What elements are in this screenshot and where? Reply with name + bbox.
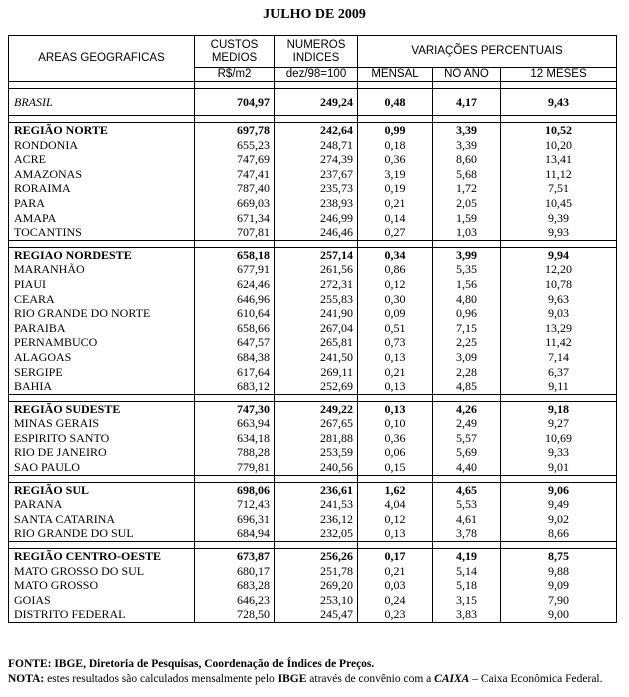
custo-cell: 704,97 (195, 89, 275, 116)
custo-cell: 634,18 (195, 431, 275, 446)
page-title: JULHO DE 2009 (263, 7, 366, 22)
state-row (9, 167, 617, 182)
meses12-cell: 9,33 (501, 445, 617, 460)
custo-cell: 617,64 (195, 365, 275, 380)
custo-cell: 663,94 (195, 416, 275, 431)
ano-cell: 4,26 (433, 401, 501, 416)
area-name: SERGIPE (9, 365, 195, 380)
state-row (9, 335, 617, 350)
spacer-row (9, 82, 617, 89)
area-name: REGIÃO NORTE (9, 123, 195, 138)
area-name: PARAIBA (9, 321, 195, 336)
custo-cell: 697,78 (195, 123, 275, 138)
mensal-cell: 0,13 (358, 526, 433, 541)
area-name: MATO GROSSO DO SUL (9, 564, 195, 579)
indice-cell: 249,24 (275, 89, 358, 116)
area-name: TOCANTINS (9, 225, 195, 240)
ano-cell: 2,25 (433, 335, 501, 350)
custo-cell: 680,17 (195, 564, 275, 579)
meses12-cell: 9,09 (501, 578, 617, 593)
state-row (9, 445, 617, 460)
area-name: MARANHÃO (9, 262, 195, 277)
state-row (9, 607, 617, 622)
state-row (9, 262, 617, 277)
ano-cell: 4,80 (433, 292, 501, 307)
meses12-cell: 10,69 (501, 431, 617, 446)
ano-cell: 4,19 (433, 549, 501, 564)
meses12-cell: 7,51 (501, 181, 617, 196)
methodology-note: NOTA: estes resultados são calculados mensalmente pelo IBGE através de convênio com a CAIXA – Caixa Econômica Federal. (8, 673, 603, 685)
custo-cell: 658,66 (195, 321, 275, 336)
meses12-cell: 10,78 (501, 277, 617, 292)
ano-cell: 0,96 (433, 306, 501, 321)
indice-cell: 265,81 (275, 335, 358, 350)
state-row (9, 460, 617, 475)
indice-cell: 261,56 (275, 262, 358, 277)
custo-cell: 788,28 (195, 445, 275, 460)
area-name: RONDONIA (9, 138, 195, 153)
state-row (9, 321, 617, 336)
state-row (9, 350, 617, 365)
indice-cell: 251,78 (275, 564, 358, 579)
ano-cell: 4,85 (433, 379, 501, 394)
meses12-cell: 9,01 (501, 460, 617, 475)
indice-cell: 272,31 (275, 277, 358, 292)
ano-cell: 1,03 (433, 225, 501, 240)
area-name: PARA (9, 196, 195, 211)
state-row (9, 526, 617, 541)
mensal-cell: 0,23 (358, 607, 433, 622)
custo-cell: 658,18 (195, 247, 275, 262)
header-numeros: NUMEROS INDICES (275, 36, 358, 68)
custo-cell: 673,87 (195, 549, 275, 564)
mensal-cell: 0,27 (358, 225, 433, 240)
spacer-row (9, 394, 617, 401)
meses12-cell: 13,29 (501, 321, 617, 336)
meses12-cell: 9,00 (501, 607, 617, 622)
mensal-cell: 0,13 (358, 401, 433, 416)
indice-cell: 255,83 (275, 292, 358, 307)
area-name: BRASIL (9, 89, 195, 116)
mensal-cell: 0,21 (358, 365, 433, 380)
mensal-cell: 0,36 (358, 431, 433, 446)
header-areas: AREAS GEOGRAFICAS (9, 36, 195, 82)
meses12-cell: 9,43 (501, 89, 617, 116)
meses12-cell: 8,66 (501, 526, 617, 541)
ano-cell: 3,09 (433, 350, 501, 365)
ano-cell: 5,35 (433, 262, 501, 277)
indice-cell: 241,53 (275, 497, 358, 512)
state-row (9, 497, 617, 512)
mensal-cell: 0,86 (358, 262, 433, 277)
header-mensal: MENSAL (358, 68, 433, 82)
custo-cell: 747,30 (195, 401, 275, 416)
custo-cell: 610,64 (195, 306, 275, 321)
source-note: FONTE: IBGE, Diretoria de Pesquisas, Coordenação de Índices de Preços. (8, 658, 375, 670)
state-row (9, 365, 617, 380)
brasil-row (9, 89, 617, 116)
area-name: AMAZONAS (9, 167, 195, 182)
custo-cell: 677,91 (195, 262, 275, 277)
indice-cell: 269,20 (275, 578, 358, 593)
indice-cell: 248,71 (275, 138, 358, 153)
meses12-cell: 6,37 (501, 365, 617, 380)
mensal-cell: 0,21 (358, 564, 433, 579)
cost-table (8, 35, 617, 623)
ano-cell: 5,14 (433, 564, 501, 579)
spacer-row (9, 475, 617, 482)
ano-cell: 4,65 (433, 482, 501, 497)
ano-cell: 4,61 (433, 512, 501, 527)
indice-cell: 241,90 (275, 306, 358, 321)
state-row (9, 138, 617, 153)
state-row (9, 431, 617, 446)
mensal-cell: 0,13 (358, 350, 433, 365)
mensal-cell: 0,19 (358, 181, 433, 196)
mensal-cell: 0,18 (358, 138, 433, 153)
area-name: DISTRITO FEDERAL (9, 607, 195, 622)
mensal-cell: 0,21 (358, 196, 433, 211)
indice-cell: 256,26 (275, 549, 358, 564)
custo-cell: 647,57 (195, 335, 275, 350)
area-name: ALAGOAS (9, 350, 195, 365)
mensal-cell: 0,51 (358, 321, 433, 336)
mensal-cell: 4,04 (358, 497, 433, 512)
mensal-cell: 0,12 (358, 277, 433, 292)
indice-cell: 235,73 (275, 181, 358, 196)
area-name: SAO PAULO (9, 460, 195, 475)
area-name: PARANA (9, 497, 195, 512)
indice-cell: 238,93 (275, 196, 358, 211)
spacer-row (9, 542, 617, 549)
ano-cell: 1,59 (433, 211, 501, 226)
mensal-cell: 0,14 (358, 211, 433, 226)
custo-cell: 787,40 (195, 181, 275, 196)
custo-cell: 696,31 (195, 512, 275, 527)
meses12-cell: 9,06 (501, 482, 617, 497)
indice-cell: 246,99 (275, 211, 358, 226)
area-name: REGIÃO CENTRO-OESTE (9, 549, 195, 564)
mensal-cell: 0,06 (358, 445, 433, 460)
area-name: BAHIA (9, 379, 195, 394)
area-name: MATO GROSSO (9, 578, 195, 593)
mensal-cell: 1,62 (358, 482, 433, 497)
meses12-cell: 11,42 (501, 335, 617, 350)
custo-cell: 646,96 (195, 292, 275, 307)
header-unit-custos: R$/m2 (195, 68, 275, 82)
state-row (9, 152, 617, 167)
indice-cell: 253,59 (275, 445, 358, 460)
region-row (9, 123, 617, 138)
custo-cell: 646,23 (195, 593, 275, 608)
ano-cell: 3,83 (433, 607, 501, 622)
ano-cell: 5,53 (433, 497, 501, 512)
mensal-cell: 0,15 (358, 460, 433, 475)
indice-cell: 237,67 (275, 167, 358, 182)
area-name: RIO GRANDE DO NORTE (9, 306, 195, 321)
header-no-ano: NO ANO (433, 68, 501, 82)
indice-cell: 257,14 (275, 247, 358, 262)
meses12-cell: 9,49 (501, 497, 617, 512)
custo-cell: 684,94 (195, 526, 275, 541)
mensal-cell: 0,13 (358, 379, 433, 394)
ano-cell: 1,72 (433, 181, 501, 196)
indice-cell: 252,69 (275, 379, 358, 394)
area-name: CEARA (9, 292, 195, 307)
mensal-cell: 0,10 (358, 416, 433, 431)
area-name: PIAUI (9, 277, 195, 292)
meses12-cell: 8,75 (501, 549, 617, 564)
area-name: MINAS GERAIS (9, 416, 195, 431)
ano-cell: 5,57 (433, 431, 501, 446)
mensal-cell: 0,48 (358, 89, 433, 116)
mensal-cell: 0,30 (358, 292, 433, 307)
mensal-cell: 0,09 (358, 306, 433, 321)
state-row (9, 379, 617, 394)
meses12-cell: 13,41 (501, 152, 617, 167)
indice-cell: 232,05 (275, 526, 358, 541)
area-name: PERNAMBUCO (9, 335, 195, 350)
ano-cell: 5,69 (433, 445, 501, 460)
custo-cell: 671,34 (195, 211, 275, 226)
ano-cell: 3,39 (433, 138, 501, 153)
header-custos: CUSTOS MEDIOS (195, 36, 275, 68)
custo-cell: 684,38 (195, 350, 275, 365)
state-row (9, 211, 617, 226)
state-row (9, 306, 617, 321)
mensal-cell: 0,24 (358, 593, 433, 608)
indice-cell: 241,50 (275, 350, 358, 365)
indice-cell: 253,10 (275, 593, 358, 608)
meses12-cell: 10,52 (501, 123, 617, 138)
ano-cell: 1,56 (433, 277, 501, 292)
area-name: SANTA CATARINA (9, 512, 195, 527)
indice-cell: 240,56 (275, 460, 358, 475)
ano-cell: 5,18 (433, 578, 501, 593)
custo-cell: 747,41 (195, 167, 275, 182)
mensal-cell: 0,34 (358, 247, 433, 262)
ano-cell: 2,05 (433, 196, 501, 211)
mensal-cell: 0,12 (358, 512, 433, 527)
ano-cell: 4,17 (433, 89, 501, 116)
meses12-cell: 9,63 (501, 292, 617, 307)
meses12-cell: 9,88 (501, 564, 617, 579)
ano-cell: 2,49 (433, 416, 501, 431)
region-row (9, 549, 617, 564)
indice-cell: 236,61 (275, 482, 358, 497)
state-row (9, 578, 617, 593)
state-row (9, 196, 617, 211)
spacer-row (9, 116, 617, 123)
mensal-cell: 3,19 (358, 167, 433, 182)
state-row (9, 416, 617, 431)
meses12-cell: 9,02 (501, 512, 617, 527)
indice-cell: 274,39 (275, 152, 358, 167)
meses12-cell: 9,94 (501, 247, 617, 262)
header-row (9, 36, 617, 68)
ano-cell: 3,78 (433, 526, 501, 541)
indice-cell: 242,64 (275, 123, 358, 138)
ano-cell: 8,60 (433, 152, 501, 167)
area-name: REGIÃO SUL (9, 482, 195, 497)
header-12-meses: 12 MESES (501, 68, 617, 82)
ano-cell: 3,39 (433, 123, 501, 138)
custo-cell: 698,06 (195, 482, 275, 497)
state-row (9, 292, 617, 307)
meses12-cell: 9,39 (501, 211, 617, 226)
mensal-cell: 0,36 (358, 152, 433, 167)
meses12-cell: 9,18 (501, 401, 617, 416)
custo-cell: 707,81 (195, 225, 275, 240)
region-row (9, 401, 617, 416)
ano-cell: 5,68 (433, 167, 501, 182)
area-name: RIO DE JANEIRO (9, 445, 195, 460)
state-row (9, 277, 617, 292)
area-name: RIO GRANDE DO SUL (9, 526, 195, 541)
indice-cell: 267,65 (275, 416, 358, 431)
meses12-cell: 9,27 (501, 416, 617, 431)
meses12-cell: 9,11 (501, 379, 617, 394)
area-name: REGIAO NORDESTE (9, 247, 195, 262)
custo-cell: 747,69 (195, 152, 275, 167)
state-row (9, 181, 617, 196)
indice-cell: 249,22 (275, 401, 358, 416)
area-name: RORAIMA (9, 181, 195, 196)
custo-cell: 683,12 (195, 379, 275, 394)
meses12-cell: 9,03 (501, 306, 617, 321)
indice-cell: 281,88 (275, 431, 358, 446)
mensal-cell: 0,99 (358, 123, 433, 138)
indice-cell: 269,11 (275, 365, 358, 380)
meses12-cell: 10,20 (501, 138, 617, 153)
state-row (9, 512, 617, 527)
custo-cell: 728,50 (195, 607, 275, 622)
header-variacoes: VARIAÇÕES PERCENTUAIS (358, 36, 617, 68)
ano-cell: 7,15 (433, 321, 501, 336)
ano-cell: 4,40 (433, 460, 501, 475)
custo-cell: 624,46 (195, 277, 275, 292)
mensal-cell: 0,17 (358, 549, 433, 564)
ano-cell: 2,28 (433, 365, 501, 380)
custo-cell: 712,43 (195, 497, 275, 512)
region-row (9, 482, 617, 497)
indice-cell: 236,12 (275, 512, 358, 527)
ano-cell: 3,15 (433, 593, 501, 608)
meses12-cell: 11,12 (501, 167, 617, 182)
indice-cell: 245,47 (275, 607, 358, 622)
state-row (9, 593, 617, 608)
mensal-cell: 0,03 (358, 578, 433, 593)
custo-cell: 655,23 (195, 138, 275, 153)
ano-cell: 3,99 (433, 247, 501, 262)
custo-cell: 669,03 (195, 196, 275, 211)
state-row (9, 564, 617, 579)
area-name: ESPIRITO SANTO (9, 431, 195, 446)
area-name: GOIAS (9, 593, 195, 608)
mensal-cell: 0,73 (358, 335, 433, 350)
meses12-cell: 10,45 (501, 196, 617, 211)
meses12-cell: 9,93 (501, 225, 617, 240)
region-row (9, 247, 617, 262)
area-name: REGIÃO SUDESTE (9, 401, 195, 416)
meses12-cell: 7,14 (501, 350, 617, 365)
custo-cell: 779,81 (195, 460, 275, 475)
meses12-cell: 7,90 (501, 593, 617, 608)
spacer-row (9, 240, 617, 247)
indice-cell: 267,04 (275, 321, 358, 336)
custo-cell: 683,28 (195, 578, 275, 593)
area-name: ACRE (9, 152, 195, 167)
header-unit-indices: dez/98=100 (275, 68, 358, 82)
state-row (9, 225, 617, 240)
area-name: AMAPA (9, 211, 195, 226)
meses12-cell: 12,20 (501, 262, 617, 277)
indice-cell: 246,46 (275, 225, 358, 240)
